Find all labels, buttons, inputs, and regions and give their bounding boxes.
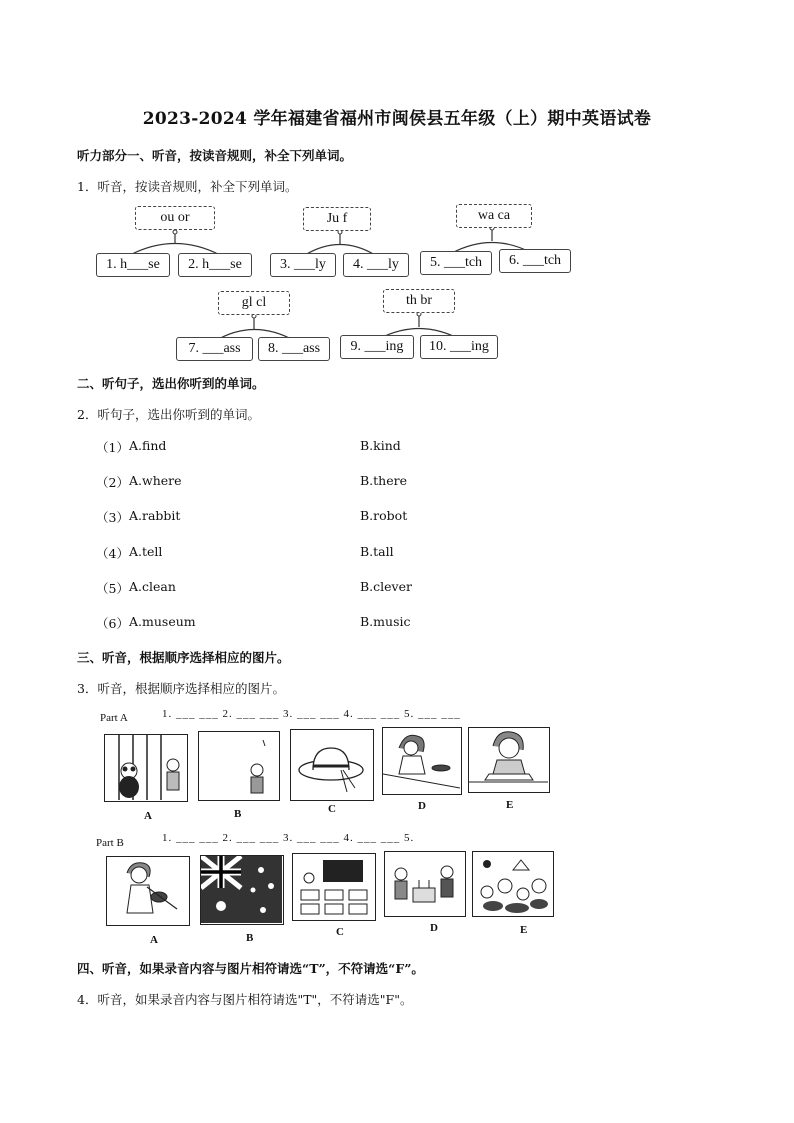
part-a-label: Part A xyxy=(100,712,128,724)
option-num: （5） xyxy=(96,581,129,596)
picture-australia-flag xyxy=(200,855,284,925)
letter-box-1: ou or xyxy=(135,206,215,230)
part-a-blanks: 1. ___ ___ 2. ___ ___ 3. ___ ___ 4. ___ ___ 5. ___ ___ xyxy=(162,708,461,720)
section-2-heading: 二、听句子，选出你听到的单词。 xyxy=(77,376,265,391)
option-b: B.music xyxy=(360,614,411,629)
australia-flag-illustration xyxy=(201,856,282,923)
section-3-heading: 三、听音，根据顺序选择相应的图片。 xyxy=(77,650,290,665)
picture-classroom xyxy=(292,853,376,921)
hat-illustration xyxy=(291,730,372,799)
question-1: 1．听音，按读音规则，补全下列单词。 xyxy=(77,179,298,194)
picture-letter: B xyxy=(234,808,242,820)
panda-cage-illustration xyxy=(105,735,186,800)
word-box-2: 2. h___se xyxy=(178,253,252,277)
picture-girl-reading xyxy=(468,727,550,793)
picture-letter: D xyxy=(418,800,426,812)
letter-box-2: Ju f xyxy=(303,207,371,231)
option-b: B.clever xyxy=(360,579,412,594)
page-title: 2023-2024 学年福建省福州市闽侯县五年级（上）期中英语试卷 xyxy=(142,109,652,129)
picture-letter: C xyxy=(336,926,344,938)
picture-letter: D xyxy=(430,922,438,934)
birthday-party-illustration xyxy=(385,852,464,915)
garden-flowers-illustration xyxy=(473,852,552,915)
letter-box-3: wa ca xyxy=(456,204,532,228)
picture-letter: E xyxy=(506,799,514,811)
phonics-connectors xyxy=(0,0,794,380)
picture-girl-violin xyxy=(106,856,190,926)
girl-violin-illustration xyxy=(107,857,188,924)
letter-box-5: th br xyxy=(383,289,455,313)
word-box-8: 8. ___ass xyxy=(258,337,330,361)
section-1-heading: 听力部分一、听音，按读音规则，补全下列单词。 xyxy=(77,148,353,163)
word-box-1: 1. h___se xyxy=(96,253,170,277)
option-b: B.tall xyxy=(360,544,394,559)
option-b: B.kind xyxy=(360,438,401,453)
word-box-9: 9. ___ing xyxy=(340,335,414,359)
option-a: A.museum xyxy=(129,614,196,629)
picture-panda-cage xyxy=(104,734,188,802)
word-box-7: 7. ___ass xyxy=(176,337,253,361)
picture-hat xyxy=(290,729,374,801)
option-num: （4） xyxy=(96,546,129,561)
question-3: 3．听音，根据顺序选择相应的图片。 xyxy=(77,681,285,696)
girl-cooking-illustration xyxy=(383,728,460,793)
word-box-3: 3. ___ly xyxy=(270,253,336,277)
boy-illustration xyxy=(199,732,278,799)
picture-garden-flowers xyxy=(472,851,554,917)
word-box-6: 6. ___tch xyxy=(499,249,571,273)
picture-boy-empty xyxy=(198,731,280,801)
picture-letter: A xyxy=(144,810,152,822)
option-num: （1） xyxy=(96,440,129,455)
option-a: A.tell xyxy=(129,544,163,559)
picture-letter: B xyxy=(246,932,254,944)
option-a: A.find xyxy=(129,438,167,453)
picture-birthday-party xyxy=(384,851,466,917)
option-a: A.where xyxy=(129,473,182,488)
word-box-10: 10. ___ing xyxy=(420,335,498,359)
option-b: B.robot xyxy=(360,508,408,523)
picture-letter: E xyxy=(520,924,528,936)
option-num: （6） xyxy=(96,616,129,631)
word-box-5: 5. ___tch xyxy=(420,251,492,275)
classroom-illustration xyxy=(293,854,374,919)
option-num: （3） xyxy=(96,510,129,525)
picture-letter: C xyxy=(328,803,336,815)
option-a: A.clean xyxy=(129,579,176,594)
option-num: （2） xyxy=(96,475,129,490)
picture-letter: A xyxy=(150,934,158,946)
option-a: A.rabbit xyxy=(129,508,181,523)
section-4-heading: 四、听音，如果录音内容与图片相符请选“T”，不符请选“F”。 xyxy=(77,961,424,976)
question-2: 2．听句子，选出你听到的单词。 xyxy=(77,407,260,422)
letter-box-4: gl cl xyxy=(218,291,290,315)
word-box-4: 4. ___ly xyxy=(343,253,409,277)
option-b: B.there xyxy=(360,473,408,488)
picture-girl-cooking xyxy=(382,727,462,795)
girl-reading-illustration xyxy=(469,728,548,791)
part-b-label: Part B xyxy=(96,837,124,849)
part-b-blanks: 1. ___ ___ 2. ___ ___ 3. ___ ___ 4. ___ ___ 5. xyxy=(162,832,415,844)
question-4: 4．听音，如果录音内容与图片相符请选"T"，不符请选"F"。 xyxy=(77,992,413,1007)
